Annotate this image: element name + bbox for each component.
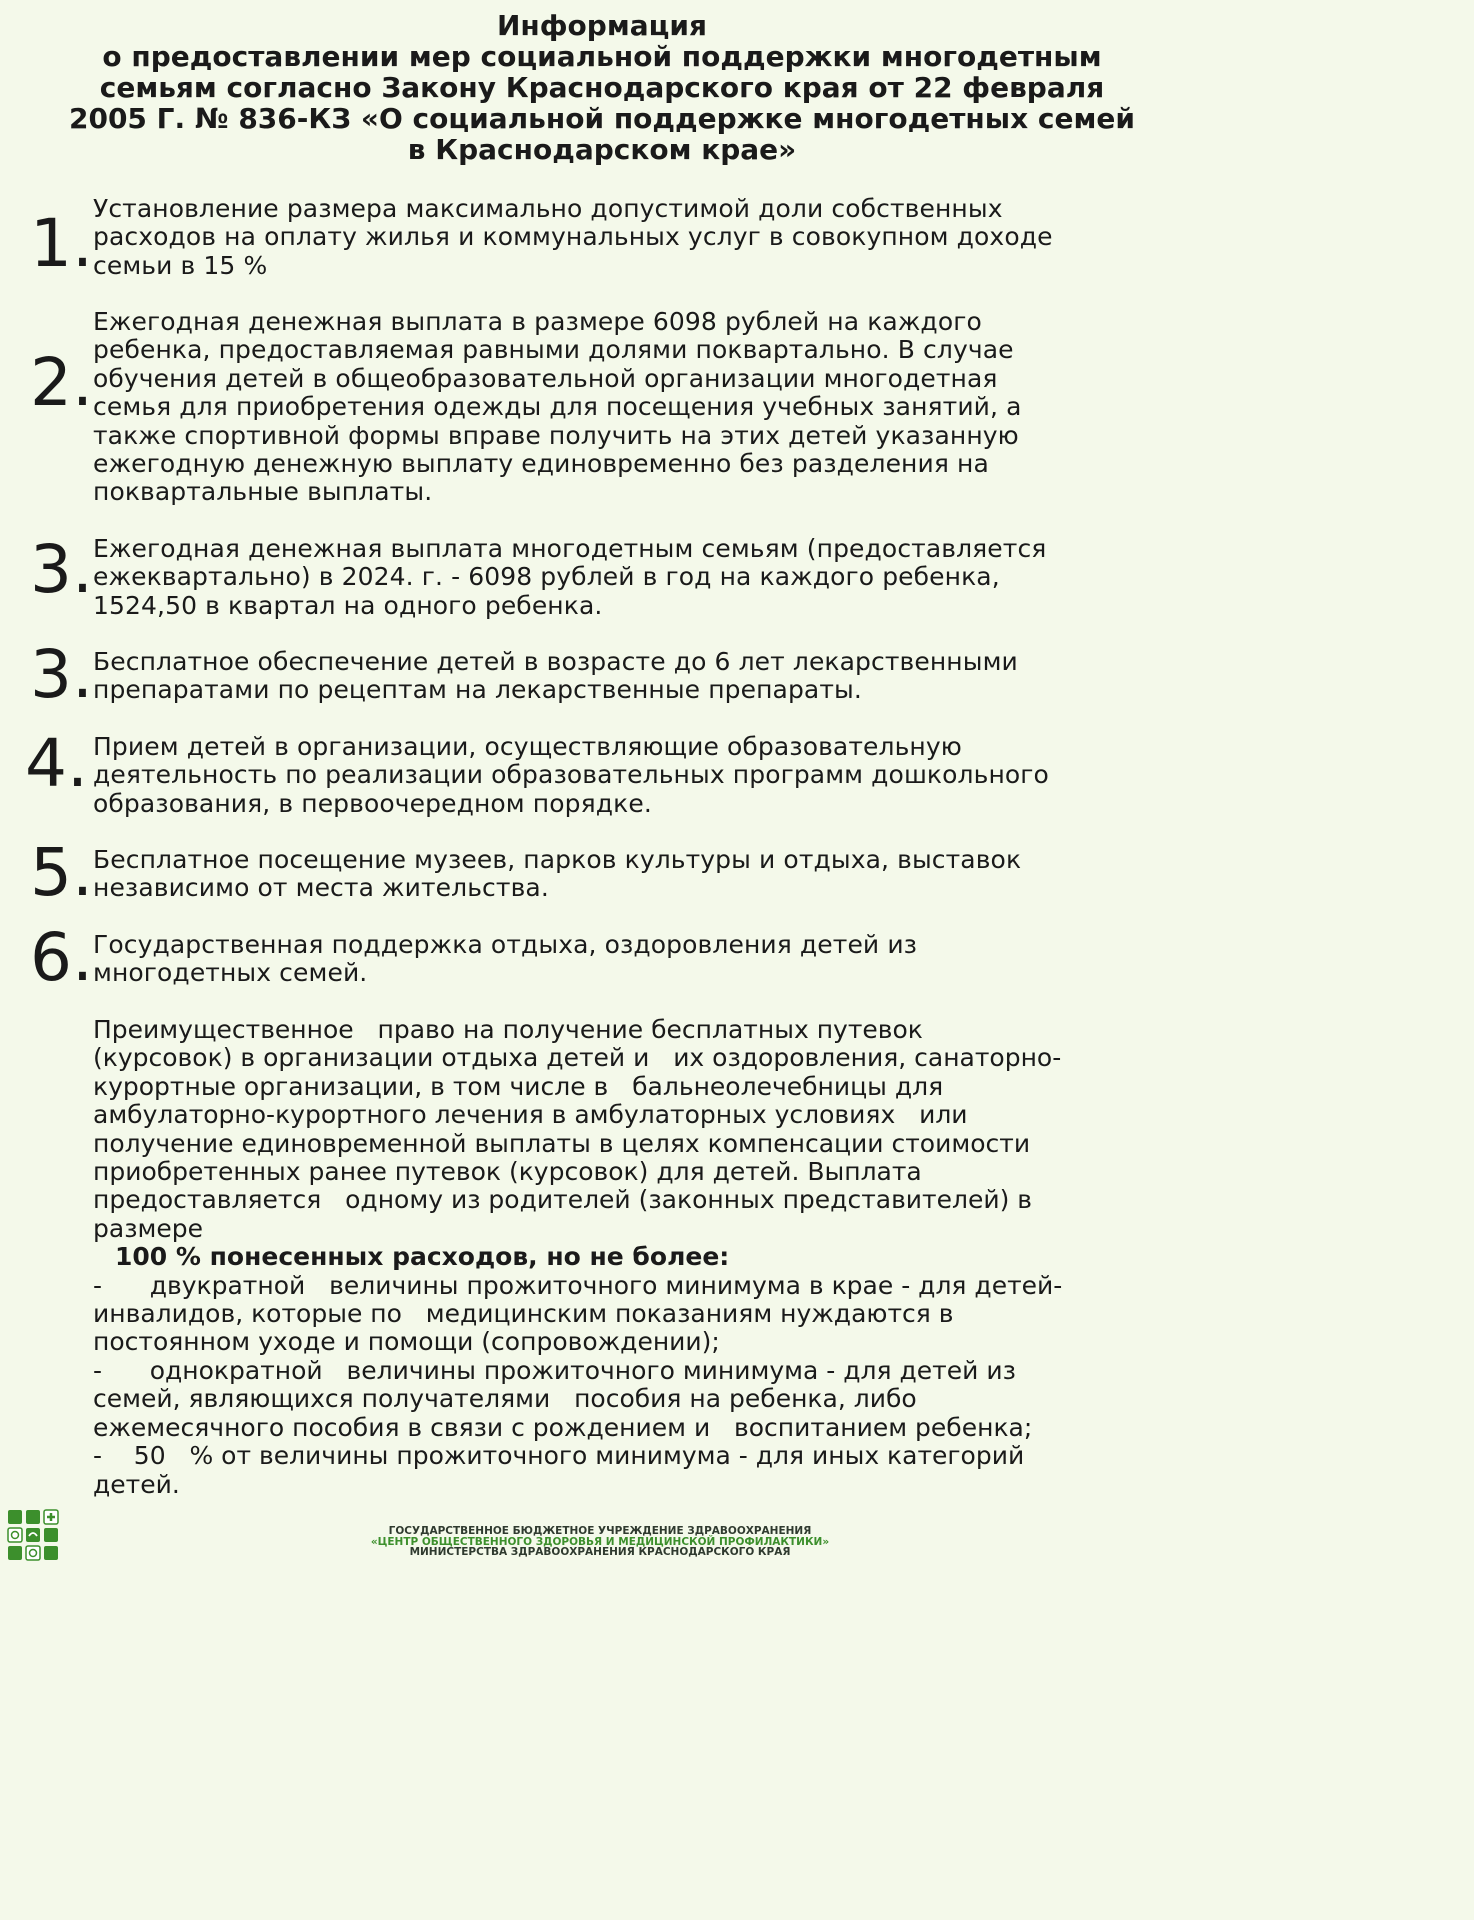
- title-line: Информация: [497, 9, 707, 42]
- item-text: Бесплатное обеспечение детей в возрасте до 6 лет лекарственными препаратами по рецептам на лекарственные препараты.: [93, 647, 1018, 705]
- item-number: 3.: [30, 636, 93, 713]
- benefit-paragraph: [93, 1016, 1193, 1499]
- footer-line: ГОСУДАРСТВЕННОЕ БЮДЖЕТНОЕ УЧРЕЖДЕНИЕ ЗДРАВООХРАНЕНИЯ: [388, 1525, 812, 1537]
- item-number: 2.: [30, 344, 93, 421]
- paragraph-line: предоставляется одному из родителей (законных представителей) в: [93, 1185, 1033, 1215]
- list-line: инвалидов, которые по медицинским показаниям нуждаются в: [93, 1299, 954, 1329]
- list-line: постоянном уходе и помощи (сопровождении);: [93, 1327, 720, 1357]
- item-text: Прием детей в организации, осуществляющие образовательную деятельность по реализации образовательных программ дошкольного образования, в первоочередном порядке.: [93, 732, 1049, 818]
- title-line: 2005 Г. № 836-КЗ «О социальной поддержке многодетных семей: [68, 102, 1135, 135]
- paragraph-line: получение единовременной выплаты в целях компенсации стоимости: [93, 1128, 1031, 1158]
- footer-line: МИНИСТЕРСТВА ЗДРАВООХРАНЕНИЯ КРАСНОДАРСКОГО КРАЯ: [409, 1546, 791, 1558]
- item-text: Государственная поддержка отдыха, оздоровления детей из многодетных семей.: [93, 930, 918, 988]
- list-line: - двукратной величины прожиточного минимума в крае - для детей-: [93, 1270, 1063, 1300]
- title-line: о предоставлении мер социальной поддержки многодетным: [102, 40, 1102, 73]
- title-line: семьям согласно Закону Краснодарского края от 22 февраля: [99, 71, 1105, 104]
- document-title: [20, 10, 1184, 165]
- paragraph-line: размере: [93, 1213, 203, 1243]
- item-text: Ежегодная денежная выплата многодетным семьям (предоставляется ежеквартально) в 2024. г. - 6098 рублей в год на каждого ребенка, 1524,50 в квартал на одного ребенка.: [93, 534, 1047, 620]
- list-line: семей, являющихся получателями пособия на ребенка, либо: [93, 1384, 917, 1414]
- list-line: - 50 % от величины прожиточного минимума - для иных категорий: [93, 1441, 1025, 1471]
- paragraph-line: Преимущественное право на получение бесплатных путевок: [93, 1015, 923, 1044]
- paragraph-line: (курсовок) в организации отдыха детей и их оздоровления, санаторно-: [93, 1043, 1062, 1073]
- footer-line: «ЦЕНТР ОБЩЕСТВЕННОГО ЗДОРОВЬЯ И МЕДИЦИНСКОЙ ПРОФИЛАКТИКИ»: [370, 1535, 830, 1548]
- item-number: 5.: [30, 834, 93, 911]
- title-line: в Краснодарском крае»: [407, 133, 797, 166]
- item-number: 3.: [30, 531, 93, 608]
- item-number: 1.: [30, 205, 93, 282]
- list-line: детей.: [93, 1469, 180, 1499]
- health-center-logo-icon: [4, 1508, 62, 1566]
- item-number: 4.: [25, 725, 88, 802]
- list-line: - однократной величины прожиточного минимума - для детей из: [93, 1355, 1016, 1385]
- paragraph-line: приобретенных ранее путевок (курсовок) для детей. Выплата: [93, 1157, 922, 1187]
- item-text: Бесплатное посещение музеев, парков культуры и отдыха, выставок независимо от места жительства.: [93, 845, 1022, 903]
- list-line: ежемесячного пособия в связи с рождением и воспитанием ребенка;: [93, 1412, 1033, 1442]
- footer-organization: [330, 1526, 870, 1558]
- bold-heading: 100 % понесенных расходов, но не более:: [115, 1242, 730, 1272]
- item-number: 6.: [30, 919, 93, 996]
- item-text: Установление размера максимально допустимой доли собственных расходов на оплату жилья и коммунальных услуг в совокупном доходе семьи в 15 %: [93, 194, 1053, 280]
- paragraph-line: амбулаторно-курортного лечения в амбулаторных условиях или: [93, 1100, 968, 1130]
- item-text: Ежегодная денежная выплата в размере 6098 рублей на каждого ребенка, предоставляемая равными долями поквартально. В случае обучения детей в общеобразовательной организации многодетная семья для приобретения одежды для посещения учебных занятий, а также спортивной формы вправе получить на этих детей указанную ежегодную денежную выплату единовременно без разделения на поквартальные выплаты.: [93, 307, 1022, 507]
- paragraph-line: курортные организации, в том числе в бальнеолечебницы для: [93, 1071, 944, 1101]
